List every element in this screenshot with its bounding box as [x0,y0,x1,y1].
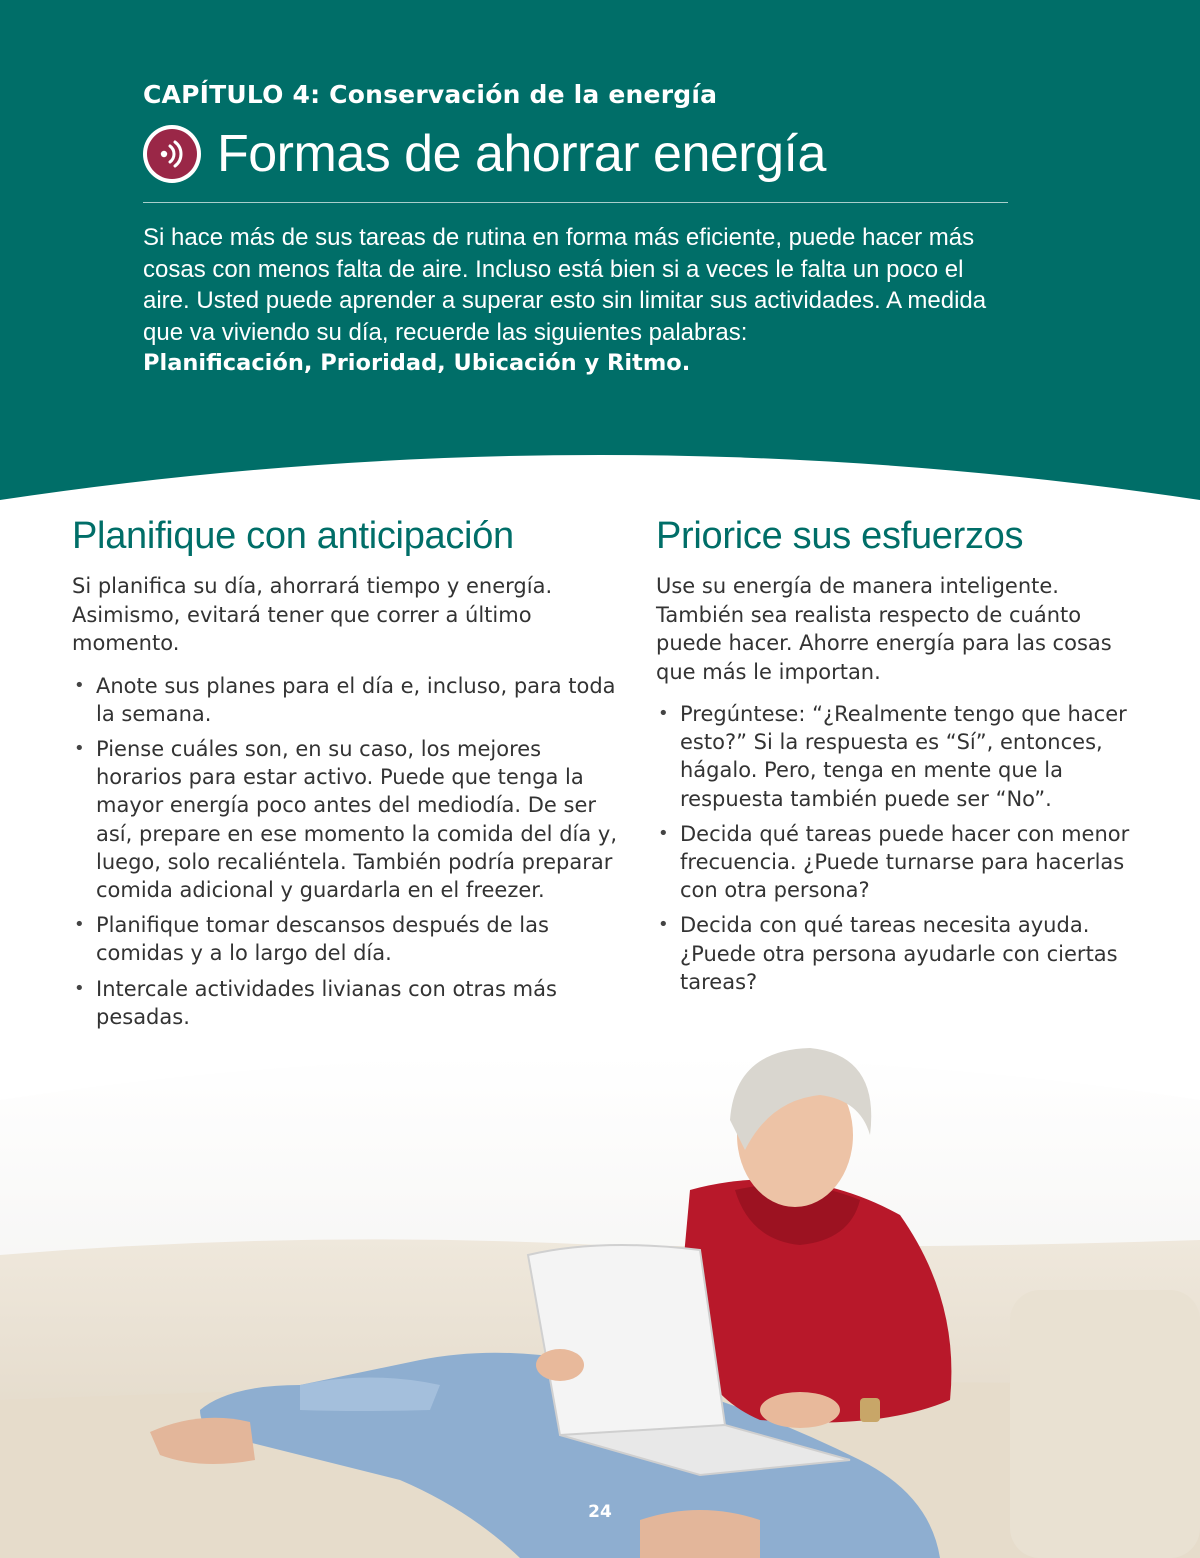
page-title-row [143,120,826,188]
bullet-icon: • [658,703,669,724]
bullet-icon: • [74,977,85,999]
woman-with-laptop-photo [0,1040,1200,1558]
list-item: • Decida qué tareas puede hacer con menor frecuencia. ¿Puede turnarse para hacerlas con otra persona? [658,821,1130,903]
bullet-list [72,672,627,1031]
bullet-icon: • [658,914,669,936]
list-item: • Intercale actividades livianas con otras más pesadas. [74,976,557,1029]
section-heading: Planifique con anticipación [72,515,514,557]
page-title: Formas de ahorrar energía [217,125,826,183]
chapter-label: CAPÍTULO 4: Conservación de la energía [143,80,718,109]
list-item: • Pregúntese: “¿Realmente tengo que hacer esto?” Si la respuesta es “Sí”, entonces, hágalo. Pero, tenga en mente que la respuesta también puede ser “No”. [658,702,1127,811]
prioritize-section [656,515,1136,1003]
intro-text: Si hace más de sus tareas de rutina en forma más eficiente, puede hacer más cosas con menos falta de aire. Incluso está bien si a veces le falta un poco el aire. Usted puede aprender a superar esto sin limitar sus actividades. A medida que va viviendo su día, recuerde las siguientes palabras: [143,224,987,346]
list-item: • Piense cuáles son, en su caso, los mejores horarios para estar activo. Puede que tenga la mayor energía poco antes del mediodía. De ser así, prepare en ese momento la comida del día y, luego, solo recaliéntela. También podría preparar comida adicional y guardarla en el freezer. [74,736,618,902]
section-paragraph: Use su energía de manera inteligente. También sea realista respecto de cuánto puede hacer. Ahorre energía para las cosas que más le importan. [656,574,1112,684]
plan-ahead-section [72,515,627,1038]
intro-keywords: Planificación, Prioridad, Ubicación y Ritmo. [143,350,691,376]
intro-paragraph [143,222,1013,380]
bullet-icon: • [74,914,85,936]
audio-wave-icon [143,125,201,183]
bullet-icon: • [658,822,669,844]
list-item: • Decida con qué tareas necesita ayuda. ¿Puede otra persona ayudarle con ciertas tareas? [658,913,1118,994]
section-heading: Priorice sus esfuerzos [656,515,1024,557]
header-divider [143,202,1008,203]
list-item: • Anote sus planes para el día e, incluso, para toda la semana. [74,673,616,726]
page-number: 24 [588,1502,612,1522]
bullet-list [656,700,1136,996]
section-paragraph: Si planifica su día, ahorrará tiempo y energía. Asimismo, evitará tener que correr a último momento. [72,574,553,655]
bullet-icon: • [74,737,85,759]
bullet-icon: • [74,674,85,696]
list-item: • Planifique tomar descansos después de las comidas y a lo largo del día. [74,913,549,966]
